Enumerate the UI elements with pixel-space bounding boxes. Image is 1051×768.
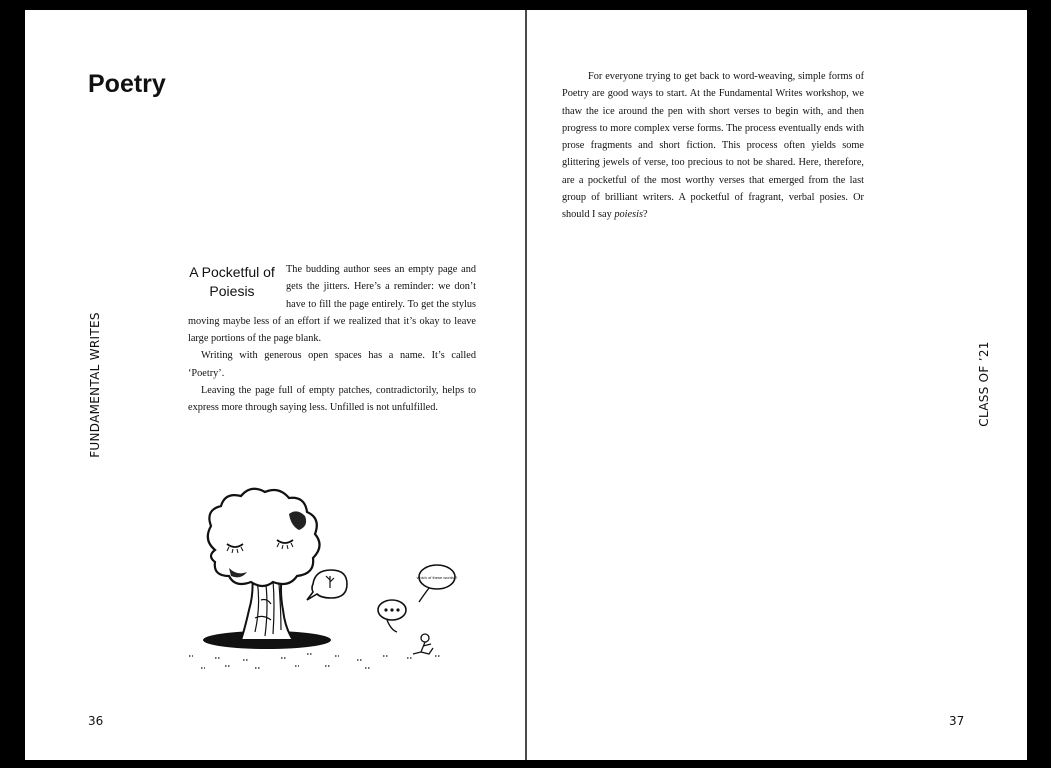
figure-head xyxy=(421,634,429,642)
ellipsis-dot xyxy=(396,608,399,611)
article-paragraph: Leaving the page full of empty patches, contradictorily, helps to express more through saying less. Unfilled is not unfulfilled. xyxy=(188,385,476,414)
intro-emphasis: poiesis xyxy=(614,209,643,221)
running-head-right: CLASS OF ’21 xyxy=(977,341,991,427)
tree-speech-bubble xyxy=(307,570,347,600)
question-bubble-tail xyxy=(419,588,429,602)
article-paragraph: Writing with generous open spaces has a name. It’s called ‘Poetry’. xyxy=(188,350,476,379)
thought-bubble-tail xyxy=(387,620,397,632)
page-number-right: 37 xyxy=(949,714,965,728)
figure-body xyxy=(413,642,433,654)
article-paragraph: The budding author sees an empty page and gets the jitters. Here’s a reminder: we don’t have to fill the page entirely. To get the stylus moving maybe less of an effort if we realized that it’s okay to leave large portions of the page blank. xyxy=(188,264,476,345)
article-subhead: A Pocketful of Poiesis xyxy=(189,264,275,299)
article xyxy=(188,261,476,417)
grass-strokes xyxy=(189,654,441,668)
tree-canopy xyxy=(208,489,320,586)
intro-text-end: ? xyxy=(642,209,648,221)
right-page xyxy=(527,10,1027,760)
left-page xyxy=(25,10,525,760)
intro-paragraph xyxy=(562,68,864,224)
running-head-left: FUNDAMENTAL WRITES xyxy=(88,312,102,458)
intro-text xyxy=(562,68,864,224)
tree-illustration xyxy=(185,480,458,680)
page-number-left: 36 xyxy=(88,714,104,728)
ellipsis-dot xyxy=(390,608,393,611)
page-title: Poetry xyxy=(88,70,166,98)
bubble-text: which of these words ? xyxy=(416,575,458,580)
intro-text-main: For everyone trying to get back to word-weaving, simple forms of Poetry are good ways to start. At the Fundamental Writes workshop, we thaw the ice around the pen with short verses to begin with, and then progress to more complex verse forms. The process eventually ends with prose fragments and short fiction. This process often yields some glittering jewels of verse, too precious to not be shared. Here, therefore, are a pocketful of the most worthy verses that emerged from the last group of brilliant writers. A pocketful of fragrant, verbal posies. Or should I say xyxy=(562,71,864,221)
ellipsis-dot xyxy=(384,608,387,611)
